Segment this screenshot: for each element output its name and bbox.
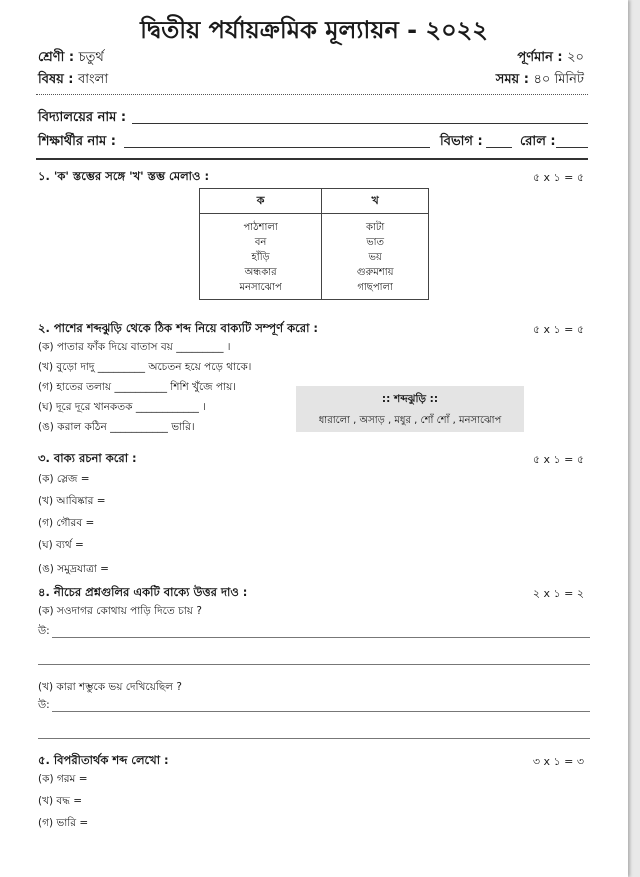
school-name-line[interactable]	[132, 123, 588, 124]
q2-heading: ২. পাশের শব্দঝুড়ি থেকে ঠিক শব্দ নিয়ে বাক্যটি সম্পূর্ণ করো :	[38, 321, 319, 335]
col-a-header: ক	[200, 189, 322, 214]
col-b-item: কাটা	[366, 222, 385, 233]
time-info	[496, 70, 584, 91]
answer-line[interactable]	[52, 637, 590, 638]
col-a-item: বন	[254, 237, 267, 248]
col-b-item: ভাত	[366, 237, 385, 248]
q4-question-b: (খ) কারা শম্ভুকে ভয় দেখিয়েছিল ?	[38, 681, 182, 693]
answer-label: উ:	[38, 625, 50, 637]
word-box	[296, 386, 524, 432]
page-title: দ্বিতীয় পর্যায়ক্রমিক মূল্যায়ন - ২০২২	[140, 16, 488, 44]
col-b-header: খ	[322, 189, 429, 214]
student-name-label: শিক্ষার্থীর নাম :	[38, 134, 116, 149]
q1-heading: ১. 'ক' স্তম্ভের সঙ্গে 'খ' স্তম্ভ মেলাও :	[38, 169, 210, 183]
col-b-item: ভয়	[368, 252, 382, 263]
class-value: চতুর্থ	[78, 50, 104, 65]
word-box-words: ধারালো , অসাড় , মধুর , শোঁ শোঁ , মনসাঝোপ	[318, 415, 502, 426]
col-b-item: গাছপালা	[357, 282, 393, 293]
q4-marks: ২ x ১ = ২	[532, 587, 584, 600]
subject-value: বাংলা	[78, 72, 109, 87]
q2-item: (গ) হাতের তলায় __________ শিশি খুঁজে পায়।	[38, 381, 237, 393]
section-line[interactable]	[486, 147, 512, 148]
q4-question-a: (ক) সওদাগর কোথায় পাড়ি দিতে চায় ?	[38, 605, 202, 617]
q1-marks: ৫ x ১ = ৫	[532, 171, 584, 184]
class-info	[38, 48, 104, 69]
q2-marks: ৫ x ১ = ৫	[532, 323, 584, 336]
q2-item: (ঘ) দূরে দূরে খানকতক ____________ ।	[38, 401, 206, 413]
roll-line[interactable]	[556, 147, 588, 148]
time-label: সময় :	[495, 72, 529, 87]
q3-heading: ৩. বাক্য রচনা করো :	[38, 451, 137, 465]
student-name-line[interactable]	[124, 147, 430, 148]
col-a-item: মনসাঝোপ	[239, 282, 282, 293]
q3-item: (ঙ) সমুদ্রযাত্রা =	[38, 563, 109, 575]
col-a-item: অন্ধকার	[244, 267, 277, 278]
fullmarks-info	[517, 48, 584, 69]
fields-divider	[36, 158, 588, 160]
q4-heading: ৪. নীচের প্রশ্নগুলির একটি বাক্যে উত্তর দাও :	[38, 585, 248, 599]
answer-line[interactable]	[52, 711, 590, 712]
q5-marks: ৩ x ১ = ৩	[532, 755, 584, 768]
section-label: বিভাগ :	[440, 134, 483, 149]
answer-line[interactable]	[38, 664, 590, 665]
subject-info	[38, 70, 108, 91]
answer-label: উ:	[38, 699, 50, 711]
time-value: ৪০ মিনিট	[533, 72, 584, 87]
answer-line[interactable]	[38, 738, 590, 739]
q5-heading: ৫. বিপরীতার্থক শব্দ লেখো :	[38, 753, 169, 767]
word-box-title: :: শব্দঝুড়ি ::	[381, 393, 439, 405]
q3-item: (গ) গৌরব =	[38, 517, 95, 529]
q5-item: (ক) গরম =	[38, 773, 88, 785]
col-a-item: হাঁড়ি	[251, 252, 270, 263]
roll-label: রোল :	[520, 134, 556, 149]
q3-item: (খ) আবিষ্কার =	[38, 495, 106, 507]
subject-label: বিষয় :	[38, 72, 74, 87]
q3-item: (ঘ) ব্যর্থ =	[38, 539, 84, 551]
col-b-cell	[322, 214, 429, 300]
header-divider	[36, 94, 588, 95]
fullmarks-value: ২০	[567, 50, 584, 65]
col-a-item: পাঠশালা	[243, 222, 278, 233]
match-table	[199, 188, 429, 300]
q3-marks: ৫ x ১ = ৫	[532, 453, 584, 466]
q5-item: (গ) ভারি =	[38, 817, 89, 829]
q2-item: (ক) পাতার ফাঁক দিয়ে বাতাস বয় _________ ।	[38, 341, 231, 353]
col-b-item: গুরুমশায়	[356, 267, 394, 278]
q5-item: (খ) বদ্ধ =	[38, 795, 83, 807]
class-label: শ্রেণী :	[38, 50, 75, 65]
fullmarks-label: পূর্ণমান :	[517, 50, 563, 65]
q2-item: (খ) বুড়ো দাদু _________ অচেতন হয়ে পড়ে থাকে।	[38, 361, 252, 373]
col-a-cell	[200, 214, 322, 300]
school-name-label: বিদ্যালয়ের নাম :	[38, 110, 127, 125]
q3-item: (ক) স্লেজ =	[38, 473, 90, 485]
q2-item: (ঙ) করাল কঠিন ___________ ভারি।	[38, 421, 195, 433]
